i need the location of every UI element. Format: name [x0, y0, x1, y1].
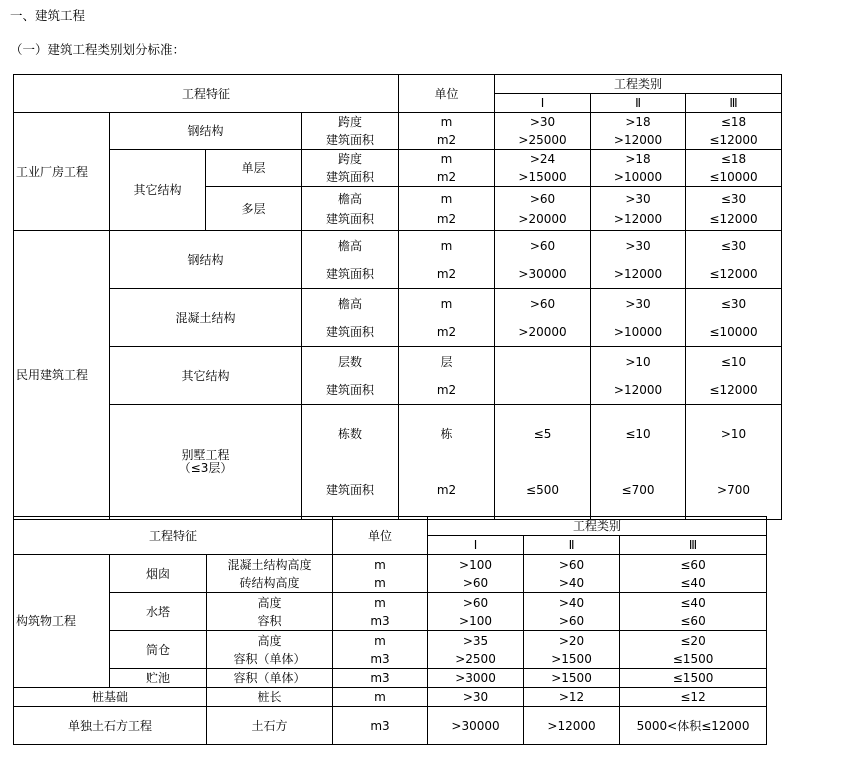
unit-cell: m m3 [333, 631, 428, 669]
value-cell: >30 >12000 [591, 187, 686, 231]
building-category-table [13, 74, 782, 520]
header-category: 工程类别 [428, 517, 767, 536]
multi-storey-label: 多层 [206, 187, 302, 231]
value-cell: ≤40 ≤60 [620, 593, 767, 631]
silo-label: 筒仓 [110, 631, 207, 669]
chimney-label: 烟囱 [110, 555, 207, 593]
unit-cell: m m2 [399, 289, 495, 347]
unit-cell: 层 m2 [399, 347, 495, 405]
header-category: 工程类别 [495, 75, 782, 94]
unit-cell: m3 [333, 707, 428, 745]
header-class-3: Ⅲ [686, 94, 782, 113]
metric-cell: 高度 容积（单体） [207, 631, 333, 669]
metric-cell: 桩长 [207, 688, 333, 707]
value-cell: 5000<体积≤12000 [620, 707, 767, 745]
metric-cell: 檐高 建筑面积 [302, 187, 399, 231]
metric-cell: 檐高 建筑面积 [302, 231, 399, 289]
section-subheading: （一）建筑工程类别划分标准： [10, 42, 186, 57]
value-cell: >10 >700 [686, 405, 782, 520]
header-class-1: Ⅰ [495, 94, 591, 113]
value-cell: >12000 [524, 707, 620, 745]
value-cell: >60 >20000 [495, 187, 591, 231]
value-cell: ≤30 ≤10000 [686, 289, 782, 347]
metric-cell: 容积（单体） [207, 669, 333, 688]
value-cell: >10 >12000 [591, 347, 686, 405]
unit-cell: m m2 [399, 187, 495, 231]
value-cell: >20 >1500 [524, 631, 620, 669]
metric-cell: 层数 建筑面积 [302, 347, 399, 405]
value-cell: >1500 [524, 669, 620, 688]
value-cell: ≤10 ≤700 [591, 405, 686, 520]
unit-cell: 栋 m2 [399, 405, 495, 520]
value-cell: ≤18 ≤10000 [686, 150, 782, 187]
value-cell: >24 >15000 [495, 150, 591, 187]
pile-label: 桩基础 [14, 688, 207, 707]
unit-cell: m3 [333, 669, 428, 688]
villa-label: 别墅工程 （≤3层） [110, 405, 302, 520]
unit-cell: m m2 [399, 113, 495, 150]
steel-label: 钢结构 [110, 113, 302, 150]
header-feature: 工程特征 [14, 517, 333, 555]
unit-cell: m [333, 688, 428, 707]
value-cell: >30 >12000 [591, 231, 686, 289]
value-cell: >60 >40 [524, 555, 620, 593]
value-cell: >40 >60 [524, 593, 620, 631]
value-cell: ≤18 ≤12000 [686, 113, 782, 150]
structures-category-table [13, 516, 767, 745]
value-cell: >30 [428, 688, 524, 707]
civil-label: 民用建筑工程 [14, 231, 110, 520]
section-heading: 一、建筑工程 [10, 8, 86, 23]
pool-label: 贮池 [110, 669, 207, 688]
steel-label: 钢结构 [110, 231, 302, 289]
metric-cell: 檐高 建筑面积 [302, 289, 399, 347]
value-cell: >3000 [428, 669, 524, 688]
unit-cell: m m2 [399, 231, 495, 289]
metric-cell: 栋数 建筑面积 [302, 405, 399, 520]
value-cell: >18 >10000 [591, 150, 686, 187]
value-cell: ≤30 ≤12000 [686, 231, 782, 289]
metric-cell: 混凝土结构高度 砖结构高度 [207, 555, 333, 593]
unit-cell: m m [333, 555, 428, 593]
header-class-1: Ⅰ [428, 536, 524, 555]
water-tower-label: 水塔 [110, 593, 207, 631]
value-cell-empty [495, 347, 591, 405]
other-structure-label: 其它结构 [110, 347, 302, 405]
value-cell: >30 >10000 [591, 289, 686, 347]
value-cell: >30 >25000 [495, 113, 591, 150]
header-class-2: Ⅱ [591, 94, 686, 113]
value-cell: >30000 [428, 707, 524, 745]
header-unit: 单位 [399, 75, 495, 113]
metric-cell: 土石方 [207, 707, 333, 745]
value-cell: ≤20 ≤1500 [620, 631, 767, 669]
header-class-2: Ⅱ [524, 536, 620, 555]
concrete-label: 混凝土结构 [110, 289, 302, 347]
industrial-label: 工业厂房工程 [14, 113, 110, 231]
value-cell: >35 >2500 [428, 631, 524, 669]
metric-cell: 跨度 建筑面积 [302, 113, 399, 150]
unit-cell: m m2 [399, 150, 495, 187]
value-cell: ≤60 ≤40 [620, 555, 767, 593]
value-cell: ≤30 ≤12000 [686, 187, 782, 231]
header-feature: 工程特征 [14, 75, 399, 113]
value-cell: >60 >30000 [495, 231, 591, 289]
single-storey-label: 单层 [206, 150, 302, 187]
value-cell: >12 [524, 688, 620, 707]
metric-cell: 高度 容积 [207, 593, 333, 631]
header-class-3: Ⅲ [620, 536, 767, 555]
value-cell: ≤5 ≤500 [495, 405, 591, 520]
value-cell: >60 >100 [428, 593, 524, 631]
value-cell: ≤10 ≤12000 [686, 347, 782, 405]
structures-label: 构筑物工程 [14, 555, 110, 688]
metric-cell: 跨度 建筑面积 [302, 150, 399, 187]
value-cell: ≤12 [620, 688, 767, 707]
value-cell: >60 >20000 [495, 289, 591, 347]
other-structure-label: 其它结构 [110, 150, 206, 231]
value-cell: >100 >60 [428, 555, 524, 593]
value-cell: >18 >12000 [591, 113, 686, 150]
earthwork-label: 单独土石方工程 [14, 707, 207, 745]
value-cell: ≤1500 [620, 669, 767, 688]
header-unit: 单位 [333, 517, 428, 555]
unit-cell: m m3 [333, 593, 428, 631]
